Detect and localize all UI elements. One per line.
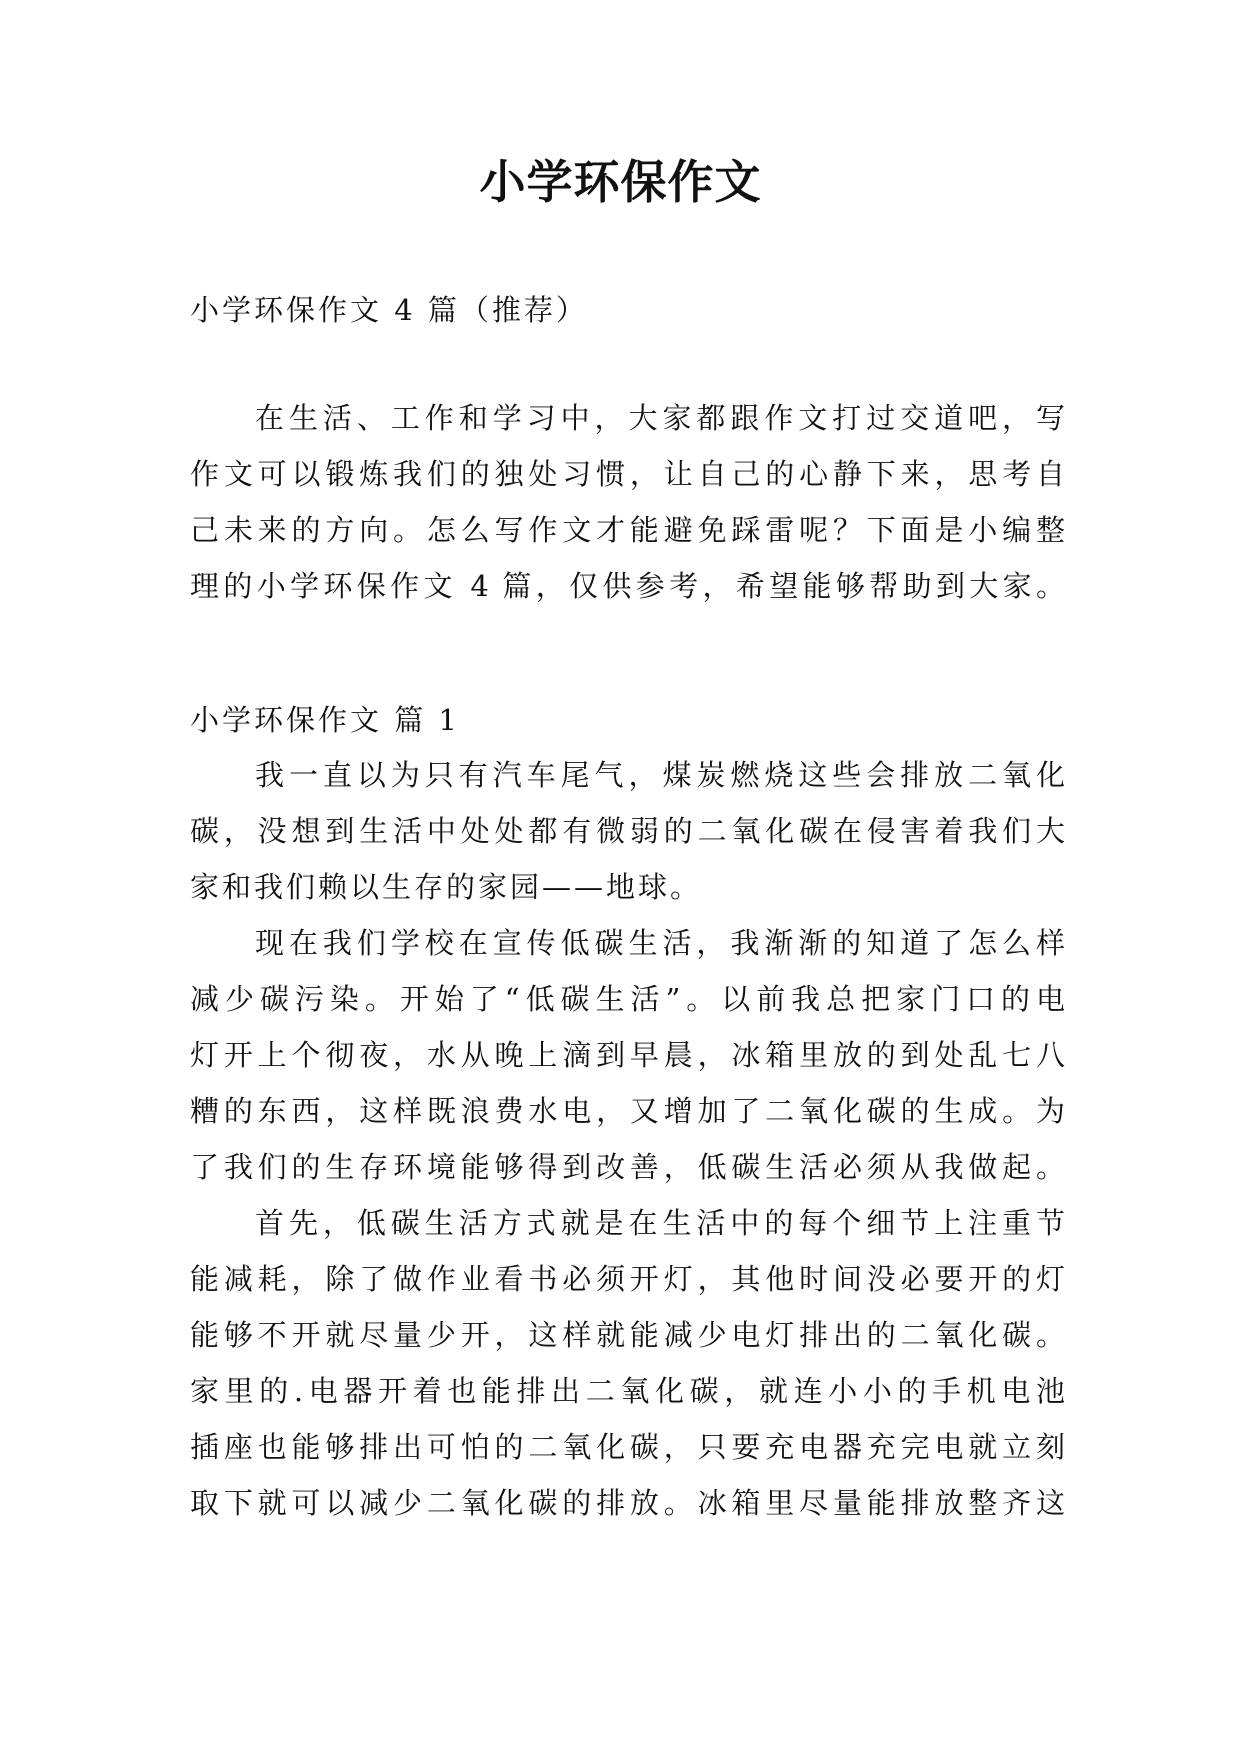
body-line: 碳，没想到生活中处处都有微弱的二氧化碳在侵害着我们大 [190, 814, 1065, 848]
document-title: 小学环保作文 [479, 155, 762, 209]
body-line: 现在我们学校在宣传低碳生活，我渐渐的知道了怎么样 [255, 926, 1065, 960]
body-line: 减少碳污染。开始了“低碳生活”。以前我总把家门口的电 [190, 982, 1065, 1016]
section-heading: 小学环保作文 篇 1 [190, 703, 460, 737]
intro-line: 作文可以锻炼我们的独处习惯，让自己的心静下来，思考自 [190, 457, 1065, 491]
body-line: 家和我们赖以生存的家园——地球。 [190, 870, 703, 904]
body-line: 了我们的生存环境能够得到改善，低碳生活必须从我做起。 [190, 1150, 1065, 1184]
body-line: 能减耗，除了做作业看书必须开灯，其他时间没必要开的灯 [190, 1262, 1065, 1296]
body-line: 插座也能够排出可怕的二氧化碳，只要充电器充完电就立刻 [190, 1430, 1065, 1464]
intro-line: 在生活、工作和学习中，大家都跟作文打过交道吧，写 [255, 401, 1065, 435]
intro-line: 理的小学环保作文 4 篇，仅供参考，希望能够帮助到大家。 [190, 569, 1065, 603]
body-line: 取下就可以减少二氧化碳的排放。冰箱里尽量能排放整齐这 [190, 1486, 1065, 1520]
intro-line: 己未来的方向。怎么写作文才能避免踩雷呢？下面是小编整 [190, 513, 1065, 547]
body-line: 家里的.电器开着也能排出二氧化碳，就连小小的手机电池 [190, 1374, 1065, 1408]
body-line: 我一直以为只有汽车尾气，煤炭燃烧这些会排放二氧化 [255, 758, 1065, 792]
body-line: 糟的东西，这样既浪费水电，又增加了二氧化碳的生成。为 [190, 1094, 1065, 1128]
body-line: 能够不开就尽量少开，这样就能减少电灯排出的二氧化碳。 [190, 1318, 1065, 1352]
body-line: 首先，低碳生活方式就是在生活中的每个细节上注重节 [255, 1206, 1065, 1240]
document-subtitle: 小学环保作文 4 篇（推荐） [190, 293, 588, 327]
body-line: 灯开上个彻夜，水从晚上滴到早晨，冰箱里放的到处乱七八 [190, 1038, 1065, 1072]
